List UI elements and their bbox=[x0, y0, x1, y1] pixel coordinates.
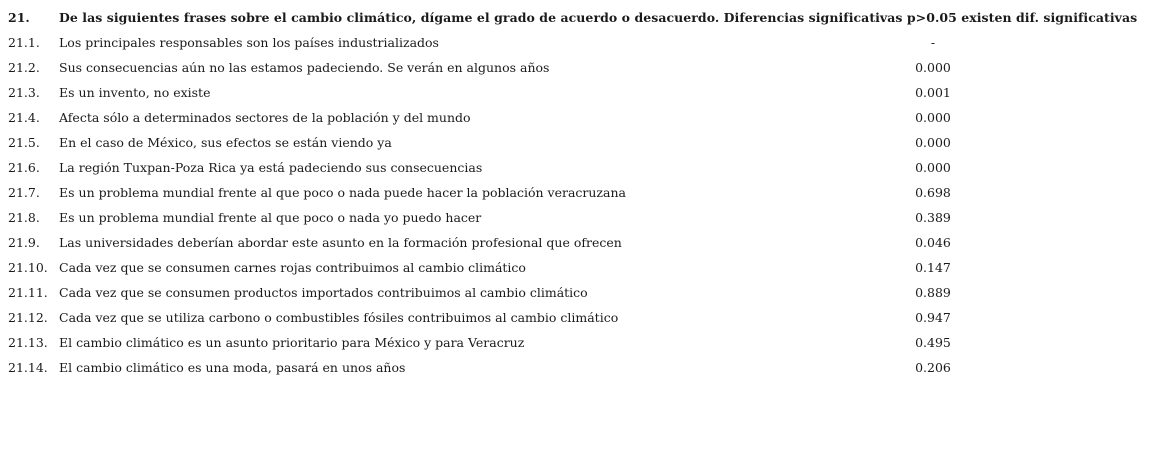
item-number: 21.14. bbox=[8, 360, 48, 375]
item-statement: Afecta sólo a determinados sectores de la población y del mundo bbox=[59, 110, 471, 125]
table-row bbox=[0, 355, 1150, 380]
item-statement: El cambio climático es una moda, pasará en unos años bbox=[59, 360, 406, 375]
item-p-value: 0.147 bbox=[915, 260, 951, 275]
item-p-value: 0.001 bbox=[915, 85, 951, 100]
item-number: 21.6. bbox=[8, 160, 40, 175]
item-number: 21.5. bbox=[8, 135, 40, 150]
table-body bbox=[0, 30, 1150, 380]
item-statement: La región Tuxpan-Poza Rica ya está padeciendo sus consecuencias bbox=[59, 160, 483, 175]
question-number: 21. bbox=[8, 10, 30, 25]
item-p-value: 0.389 bbox=[915, 210, 951, 225]
item-statement: Cada vez que se consumen carnes rojas contribuimos al cambio climático bbox=[59, 260, 526, 275]
item-statement: Es un problema mundial frente al que poco o nada puede hacer la población veracruzana bbox=[59, 185, 626, 200]
table-row bbox=[0, 280, 1150, 305]
table-row bbox=[0, 230, 1150, 255]
item-number: 21.8. bbox=[8, 210, 40, 225]
table-row bbox=[0, 330, 1150, 355]
item-statement: Cada vez que se utiliza carbono o combustibles fósiles contribuimos al cambio climático bbox=[59, 310, 619, 325]
question-title: De las siguientes frases sobre el cambio climático, dígame el grado de acuerdo o desacuerdo. Diferencias significativas p>0.05 existen dif. significativas bbox=[59, 10, 1138, 25]
table-row bbox=[0, 255, 1150, 280]
table-row bbox=[0, 130, 1150, 155]
table-row bbox=[0, 30, 1150, 55]
item-number: 21.10. bbox=[8, 260, 48, 275]
table-row bbox=[0, 105, 1150, 130]
item-number: 21.2. bbox=[8, 60, 40, 75]
table-row bbox=[0, 155, 1150, 180]
item-p-value: 0.947 bbox=[915, 310, 951, 325]
item-p-value: 0.698 bbox=[915, 185, 951, 200]
item-statement: Es un invento, no existe bbox=[59, 85, 211, 100]
table-row bbox=[0, 180, 1150, 205]
item-statement: En el caso de México, sus efectos se están viendo ya bbox=[59, 135, 392, 150]
item-p-value: 0.000 bbox=[915, 110, 951, 125]
item-statement: El cambio climático es un asunto prioritario para México y para Veracruz bbox=[59, 335, 525, 350]
item-statement: Los principales responsables son los países industrializados bbox=[59, 35, 439, 50]
item-number: 21.7. bbox=[8, 185, 40, 200]
item-p-value: 0.000 bbox=[915, 60, 951, 75]
item-number: 21.11. bbox=[8, 285, 48, 300]
table-row bbox=[0, 305, 1150, 330]
item-number: 21.9. bbox=[8, 235, 40, 250]
item-statement: Sus consecuencias aún no las estamos padeciendo. Se verán en algunos años bbox=[59, 60, 550, 75]
item-number: 21.12. bbox=[8, 310, 48, 325]
item-p-value: - bbox=[930, 35, 936, 50]
item-statement: Es un problema mundial frente al que poco o nada yo puedo hacer bbox=[59, 210, 482, 225]
significance-table bbox=[0, 5, 1150, 380]
table-header-row bbox=[0, 5, 1150, 30]
table-row bbox=[0, 80, 1150, 105]
item-p-value: 0.000 bbox=[915, 160, 951, 175]
item-number: 21.4. bbox=[8, 110, 40, 125]
item-statement: Cada vez que se consumen productos importados contribuimos al cambio climático bbox=[59, 285, 588, 300]
table-row bbox=[0, 205, 1150, 230]
item-p-value: 0.046 bbox=[915, 235, 951, 250]
item-p-value: 0.889 bbox=[915, 285, 951, 300]
item-p-value: 0.000 bbox=[915, 135, 951, 150]
table-row bbox=[0, 55, 1150, 80]
item-p-value: 0.495 bbox=[915, 335, 951, 350]
item-number: 21.1. bbox=[8, 35, 40, 50]
item-p-value: 0.206 bbox=[915, 360, 951, 375]
item-statement: Las universidades deberían abordar este asunto en la formación profesional que ofrecen bbox=[59, 235, 622, 250]
item-number: 21.13. bbox=[8, 335, 48, 350]
item-number: 21.3. bbox=[8, 85, 40, 100]
